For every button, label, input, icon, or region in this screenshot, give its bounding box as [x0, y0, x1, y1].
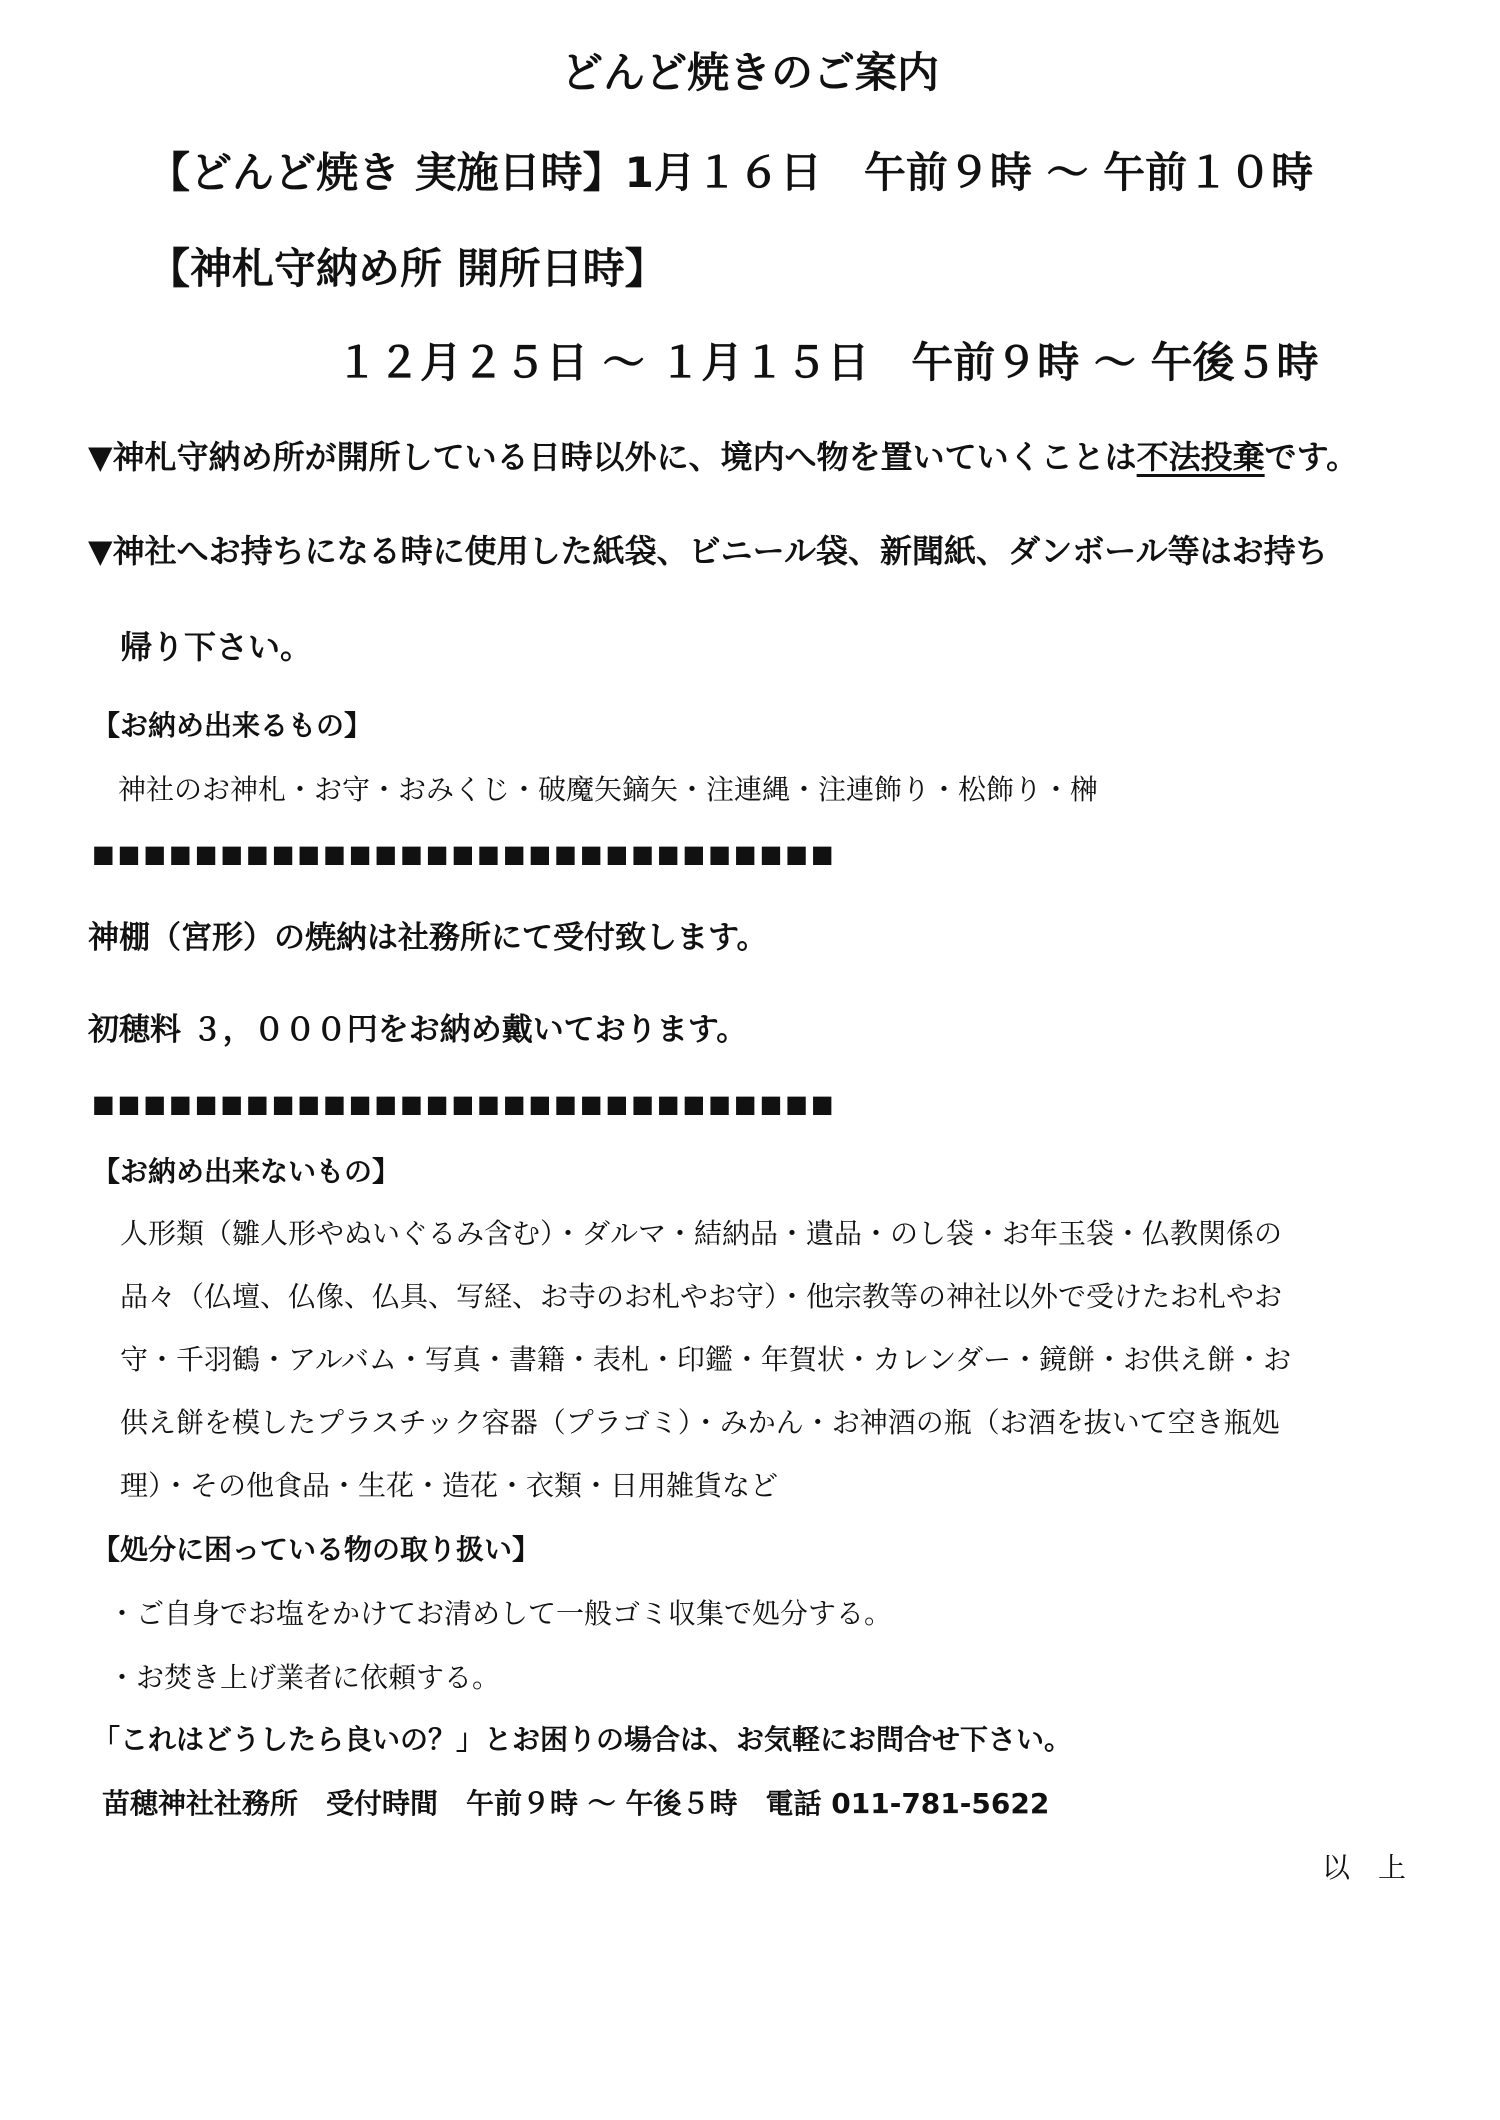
notice-bags-line-1: ▼神社へお持ちになる時に使用した紙袋、ビニール袋、新聞紙、ダンボール等はお持ち: [88, 532, 1328, 570]
not-accepted-line: 供え餅を模したプラスチック容器（プラゴミ）・みかん・お神酒の瓶（お酒を抜いて空き瓶処: [120, 1406, 1280, 1439]
contact-question: 「これはどうしたら良いの？」とお困りの場合は、お気軽にお問合せ下さい。: [92, 1723, 1073, 1756]
disposal-heading: 【処分に困っている物の取り扱い】: [92, 1533, 541, 1566]
notice-illegal-dumping: [88, 432, 1358, 478]
not-accepted-line: 人形類（雛人形やぬいぐるみ含む）・ダルマ・結納品・遺品・のし袋・お年玉袋・仏教関係の: [120, 1217, 1283, 1250]
separator-top: ■■■■■■■■■■■■■■■■■■■■■■■■■■■■■: [92, 840, 837, 868]
accepted-heading: 【お納め出来るもの】: [92, 709, 373, 742]
dondo-label: 【どんど焼き 実施日時】: [148, 148, 625, 197]
not-accepted-line: 理）・その他食品・生花・造花・衣類・日用雑貨など: [120, 1469, 779, 1502]
notice-1-end: です。: [1264, 438, 1359, 476]
osame-datetime: １２月２５日 ～ １月１５日 午前９時 ～ 午後５時: [336, 338, 1319, 387]
contact-office: 苗穂神社社務所 受付時間 午前９時 ～ 午後５時 電話 011-781-5622: [102, 1787, 1050, 1820]
dondo-schedule: [148, 140, 1313, 200]
not-accepted-line: 品々（仏壇、仏像、仏具、写経、お寺のお札やお守）・他宗教等の神社以外で受けたお札やお: [120, 1280, 1283, 1313]
osame-label: 【神札守納め所 開所日時】: [148, 244, 667, 293]
not-accepted-line: 守・千羽鶴・アルバム・写真・書籍・表札・印鑑・年賀状・カレンダー・鏡餅・お供え餅・お: [120, 1343, 1292, 1376]
disposal-item: ・お焚き上げ業者に依頼する。: [108, 1661, 501, 1694]
illegal-dumping-emphasis: 不法投棄: [1136, 438, 1265, 476]
document-title: どんど焼きのご案内: [560, 48, 939, 97]
notice-1-text: ▼神札守納め所が開所している日時以外に、境内へ物を置いていくことは: [88, 438, 1137, 476]
dondo-datetime: 1月１６日 午前９時 ～ 午前１０時: [624, 148, 1314, 197]
notice-bags-line-2: 帰り下さい。: [120, 628, 313, 666]
disposal-item: ・ご自身でお塩をかけてお清めして一般ゴミ収集で処分する。: [108, 1597, 893, 1630]
kamidana-line-1: 神棚（宮形）の焼納は社務所にて受付致します。: [88, 920, 768, 956]
accepted-items: 神社のお神札・お守・おみくじ・破魔矢鏑矢・注連縄・注連飾り・松飾り・榊: [118, 773, 1099, 806]
closing-mark: 以 上: [1322, 1851, 1407, 1884]
separator-bottom: ■■■■■■■■■■■■■■■■■■■■■■■■■■■■■: [92, 1090, 837, 1118]
kamidana-line-2: 初穂料 ３，０００円をお納め戴いております。: [88, 1012, 748, 1048]
not-accepted-heading: 【お納め出来ないもの】: [92, 1155, 401, 1188]
